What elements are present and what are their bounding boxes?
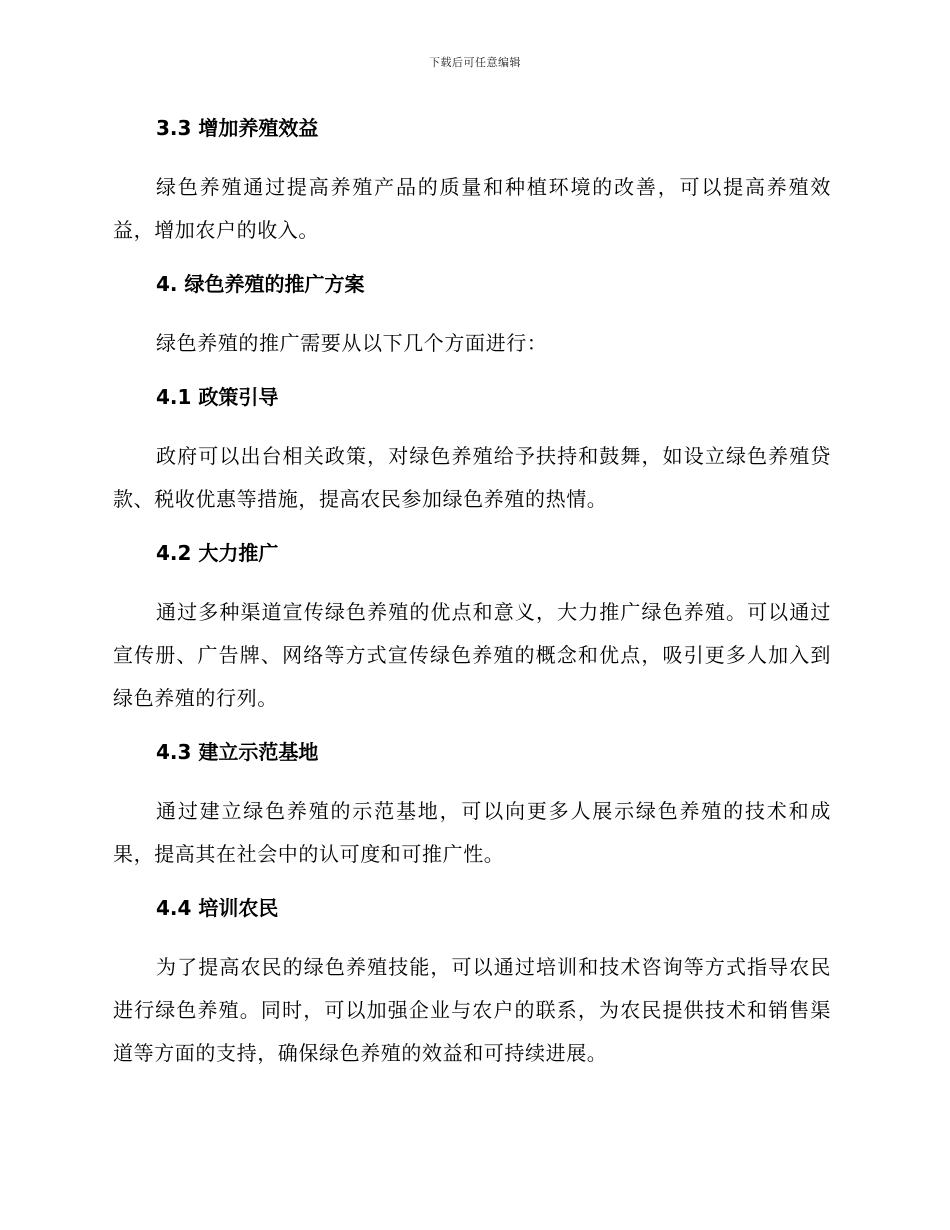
header-note: 下载后可任意编辑 xyxy=(429,56,521,69)
section-heading-3-3: 3.3 增加养殖效益 xyxy=(156,116,319,140)
section-paragraph-4-1: 政府可以出台相关政策，对绿色养殖给予扶持和鼓舞，如设立绿色养殖贷款、税收优惠等措施，提高农民参加绿色养殖的热情。 xyxy=(113,444,831,511)
section-paragraph-4: 绿色养殖的推广需要从以下几个方面进行： xyxy=(156,331,548,355)
section-paragraph-4-2: 通过多种渠道宣传绿色养殖的优点和意义，大力推广绿色养殖。可以通过宣传册、广告牌、网络等方式宣传绿色养殖的概念和优点，吸引更多人加入到绿色养殖的行列。 xyxy=(113,600,831,710)
section-paragraph-4-3: 通过建立绿色养殖的示范基地，可以向更多人展示绿色养殖的技术和成果，提高其在社会中的认可度和可推广性。 xyxy=(113,799,831,866)
section-paragraph-3-3: 绿色养殖通过提高养殖产品的质量和种植环境的改善，可以提高养殖效益，增加农户的收入。 xyxy=(113,175,831,242)
section-heading-4: 4. 绿色养殖的推广方案 xyxy=(156,272,365,296)
section-heading-4-3: 4.3 建立示范基地 xyxy=(156,740,319,764)
section-paragraph-4-4: 为了提高农民的绿色养殖技能，可以通过培训和技术咨询等方式指导农民进行绿色养殖。同时，可以加强企业与农户的联系，为农民提供技术和销售渠道等方面的支持，确保绿色养殖的效益和可持续进展。 xyxy=(113,955,831,1065)
section-heading-4-2: 4.2 大力推广 xyxy=(156,541,279,565)
section-heading-4-4: 4.4 培训农民 xyxy=(156,896,279,920)
document-body xyxy=(113,112,831,1075)
section-heading-4-1: 4.1 政策引导 xyxy=(156,385,279,409)
